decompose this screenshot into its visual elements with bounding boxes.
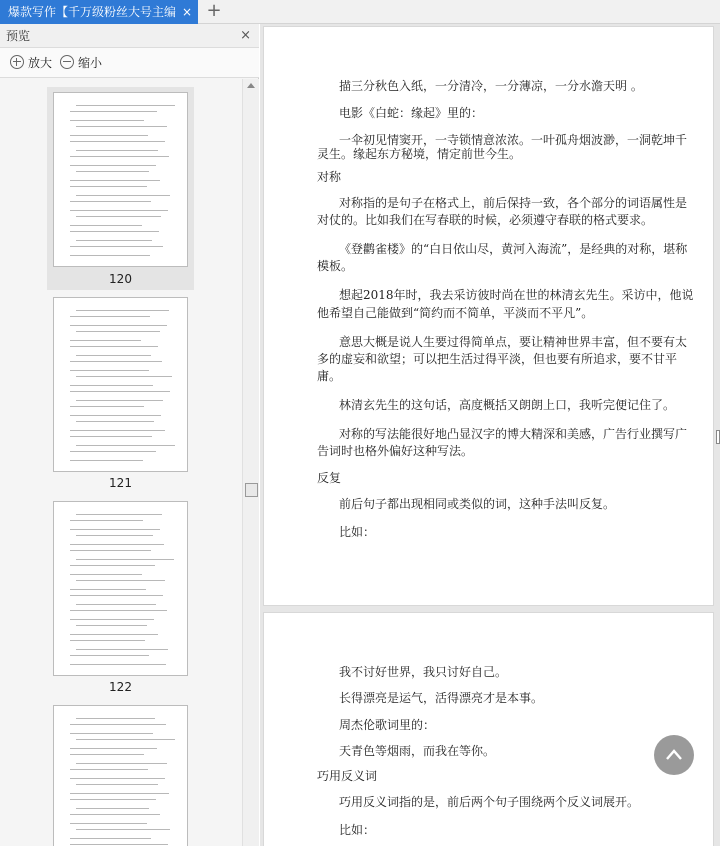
thumbnail-page-number: 120 [109,272,132,286]
paragraph: 林清玄先生的这句话，高度概括又朗朗上口，我听完便记住了。 [339,398,676,412]
thumbnail-text-line [76,331,160,332]
thumbnail-text-line [70,595,163,596]
thumbnail-text-line [70,655,149,656]
thumbnail-text-line [76,355,151,356]
thumbnail-item[interactable] [47,87,194,290]
zoom-in-label: 放大 [28,56,53,70]
paragraph: 告词时也格外偏好这种写法。 [317,444,474,458]
thumbnail-text-line [70,733,153,734]
thumbnail-text-line [76,649,168,650]
thumbnail-text-line [70,156,169,157]
section-heading: 对称 [317,170,342,184]
thumbnail-text-line [70,246,163,247]
thumbnail-item[interactable] [47,497,194,697]
tab-title: 爆款写作【千万级粉丝大号主编 [8,5,177,19]
paragraph: 电影《白蛇：缘起》里的： [339,106,484,120]
sidebar-header [0,24,259,48]
thumbnail-text-line [76,126,167,127]
thumbnail-text-line [70,550,151,551]
paragraph: 对仗的。比如我们在写春联的时候，必须遵守春联的格式要求。 [317,213,654,227]
thumbnail-text-line [70,664,166,665]
thumbnail-text-line [70,589,146,590]
thumbnail-text-line [70,141,165,142]
thumbnail-text-line [70,529,160,530]
paragraph: 想起2018年时，我去采访彼时尚在世的林清玄先生。采访中，他说 [339,288,694,302]
thumbnail-text-line [70,186,147,187]
paragraph: 一伞初见情窦开，一寺锁情意浓浓。一叶孤舟烟波渺，一洞乾坤千 [339,133,688,147]
thumbnail-text-line [70,460,143,461]
thumbnail-text-line [76,105,175,106]
thumbnail-item[interactable] [47,701,194,846]
thumbnail-text-line [70,724,166,725]
zoom-in-button[interactable] [10,53,52,73]
paragraph: 前后句子都出现相同或类似的词，这种手法叫反复。 [339,497,616,511]
thumbnail-text-line [76,400,163,401]
thumbnail-text-line [76,445,175,446]
thumbnail-text-line [70,565,155,566]
sidebar-title: 预览 [6,29,31,43]
thumbnail-text-line [76,604,156,605]
paragraph: 描三分秋色入纸，一分清冷，一分薄凉，一分水澹天明 。 [339,79,643,93]
thumbnail-text-line [70,231,159,232]
thumbnail-text-line [70,210,168,211]
thumbnail-text-line [70,610,167,611]
thumbnail-text-line [70,406,144,407]
sidebar-close-icon[interactable]: × [240,28,251,43]
zoom-in-icon [10,55,24,69]
thumbnail-text-line [70,180,160,181]
doc-scroll-marker[interactable] [716,430,720,444]
thumbnail-text-line [70,120,144,121]
thumbnail-text-line [76,580,165,581]
thumbnail-page [53,297,188,472]
thumbnail-text-line [76,784,158,785]
thumbnail-text-line [76,559,174,560]
thumbnail-text-line [70,451,156,452]
thumbnail-text-line [70,430,165,431]
paragraph: 灵生。缘起东方秘境，情定前世今生。 [317,147,522,161]
document-tab[interactable] [0,0,198,24]
thumbnail-text-line [76,310,169,311]
thumbnail-page-number: 121 [109,476,132,490]
thumbnail-text-line [70,838,151,839]
thumbnail-text-line [70,778,165,779]
thumbnail-text-line [76,535,153,536]
thumbnail-text-line [70,111,157,112]
thumbnail-text-line [70,544,164,545]
document-view [260,24,720,846]
paragraph: 比如： [339,525,376,539]
zoom-toolbar [0,48,259,78]
paragraph: 巧用反义词指的是，前后两个句子围绕两个反义词展开。 [339,795,640,809]
thumbnail-text-line [70,640,145,641]
sidebar-scrollbar[interactable] [242,79,259,846]
zoom-out-icon [60,55,74,69]
thumbnail-text-line [76,376,172,377]
thumbnail-text-line [76,625,147,626]
document-page [263,26,714,606]
paragraph: 意思大概是说人生要过得简单点，要让精神世界丰富，但不要有太 [339,335,688,349]
thumbnail-text-line [70,370,149,371]
paragraph: 周杰伦歌词里的： [339,718,436,732]
scrollbar-thumb[interactable] [245,483,258,497]
paragraph: 对称指的是句子在格式上，前后保持一致，各个部分的词语属性是 [339,196,688,210]
paragraph: 他希望自己能做到“简约而不简单，平淡而不平凡”。 [317,306,594,320]
thumbnail-text-line [76,829,170,830]
thumbnail-list [0,79,242,846]
thumbnail-text-line [76,195,170,196]
tab-bar [0,0,720,24]
thumbnail-item[interactable] [47,293,194,493]
paragraph: 比如： [339,823,376,837]
thumbnail-page [53,92,188,267]
thumbnail-text-line [70,325,167,326]
paragraph: 天青色等烟雨，而我在等你。 [339,744,496,758]
thumbnail-text-line [70,769,148,770]
thumbnail-text-line [70,823,147,824]
thumbnail-text-line [76,216,161,217]
thumbnail-text-line [70,814,160,815]
thumbnail-text-line [70,255,150,256]
thumbnail-text-line [76,240,152,241]
scroll-up-icon[interactable] [247,83,255,88]
thumbnail-text-line [76,514,162,515]
zoom-out-label: 缩小 [78,56,103,70]
thumbnail-text-line [70,574,142,575]
thumbnail-text-line [70,385,153,386]
paragraph: 庸。 [317,369,342,383]
thumbnail-text-line [70,799,156,800]
thumbnail-text-line [70,201,151,202]
thumbnail-text-line [70,844,168,845]
thumbnail-text-line [70,165,156,166]
thumbnail-text-line [70,361,162,362]
thumbnail-page-number: 122 [109,680,132,694]
back-to-top-button[interactable] [654,735,694,775]
tab-close-icon[interactable]: × [181,5,192,19]
thumbnail-text-line [76,421,154,422]
thumbnail-text-line [70,415,161,416]
preview-sidebar [0,24,259,846]
thumbnail-text-line [70,316,150,317]
thumbnail-text-line [70,634,158,635]
thumbnail-text-line [76,718,155,719]
arrow-up-icon [664,745,684,765]
thumbnail-text-line [70,346,158,347]
document-page [263,612,714,846]
thumbnail-text-line [70,793,169,794]
thumbnail-text-line [76,739,175,740]
thumbnail-page [53,501,188,676]
new-tab-button[interactable]: + [206,0,222,21]
thumbnail-text-line [70,748,157,749]
section-heading: 反复 [317,471,342,485]
paragraph: 对称的写法能很好地凸显汉字的博大精深和美感，广告行业撰写广 [339,427,688,441]
thumbnail-text-line [70,225,142,226]
thumbnail-text-line [70,340,141,341]
thumbnail-text-line [70,391,170,392]
zoom-out-button[interactable] [60,53,102,73]
paragraph: 长得漂亮是运气，活得漂亮才是本事。 [339,691,544,705]
paragraph: 《登鹳雀楼》的“白日依山尽，黄河入海流”，是经典的对称，堪称 [339,242,688,256]
thumbnail-text-line [70,135,148,136]
thumbnail-text-line [76,808,149,809]
thumbnail-text-line [76,763,167,764]
paragraph: 多的虚妄和欲望；可以把生活过得平淡，但也要有所追求，要不甘平 [317,352,678,366]
thumbnail-text-line [70,436,152,437]
thumbnail-text-line [70,754,144,755]
section-heading: 巧用反义词 [317,769,378,783]
thumbnail-text-line [70,520,143,521]
paragraph: 模板。 [317,259,354,273]
thumbnail-page [53,705,188,846]
thumbnail-text-line [76,150,158,151]
thumbnail-text-line [70,619,154,620]
paragraph: 我不讨好世界，我只讨好自己。 [339,665,508,679]
thumbnail-text-line [76,171,149,172]
